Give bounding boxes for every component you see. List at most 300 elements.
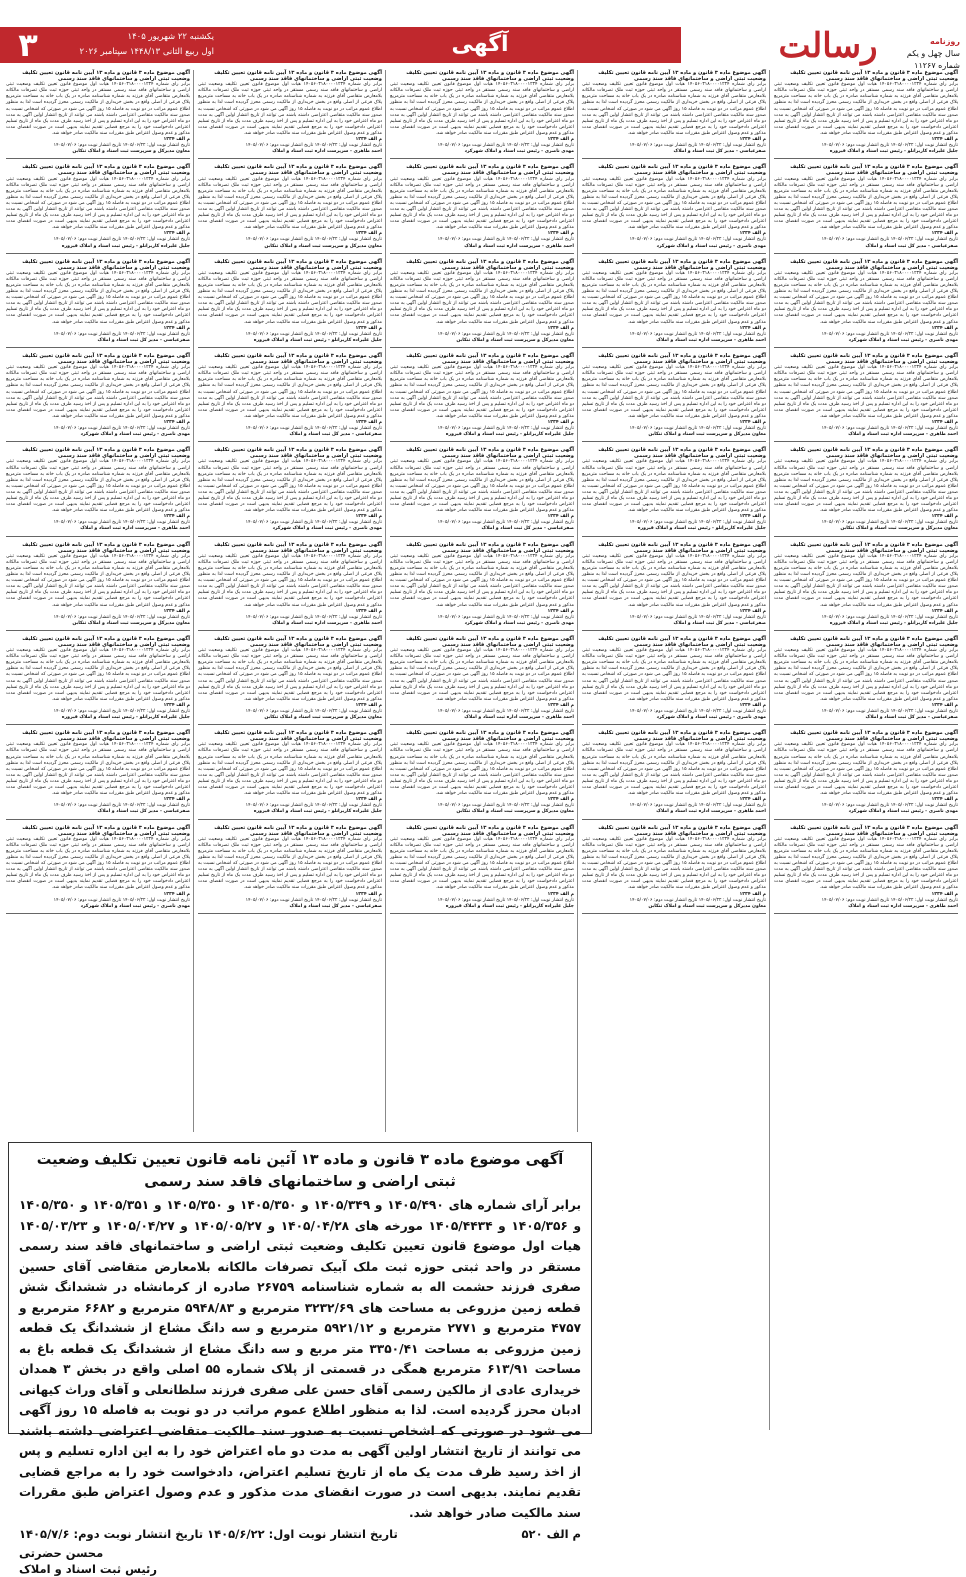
divider <box>582 913 766 914</box>
legal-notice <box>6 164 190 253</box>
divider <box>198 253 382 254</box>
notice-dates: تاریخ انتشار نوبت اول: ۱۴۰۵/۰۶/۲۲ تاریخ انتشار نوبت دوم: ۱۴۰۵/۰۷/۰۶ <box>53 520 190 526</box>
notice-title: آگهی موضوع ماده ۳ قانون و ماده ۱۳ آیین نامه قانون تعیین تکلیف وضعیت ثبتی اراضی و ساختمانهای فاقد سند رسمی <box>214 730 382 743</box>
notice-column <box>774 70 958 1430</box>
divider <box>6 441 190 442</box>
notice-ref: م الف ۱۲۳۴ <box>547 514 574 520</box>
notice-dates: تاریخ انتشار نوبت اول: ۱۴۰۵/۰۶/۲۲ تاریخ انتشار نوبت دوم: ۱۴۰۵/۰۷/۰۶ <box>629 143 766 149</box>
notice-ref: م الف ۱۲۳۴ <box>931 891 958 897</box>
notice-dates: تاریخ انتشار نوبت اول: ۱۴۰۵/۰۶/۲۲ تاریخ انتشار نوبت دوم: ۱۴۰۵/۰۷/۰۶ <box>821 803 958 809</box>
divider <box>198 347 382 348</box>
notice-title: آگهی موضوع ماده ۳ قانون و ماده ۱۳ آیین نامه قانون تعیین تکلیف وضعیت ثبتی اراضی و ساختمانهای فاقد سند رسمی <box>22 730 190 743</box>
notice-signature: صفرعباسی - مدیر کل ثبت اسناد و املاک <box>289 432 382 438</box>
legal-notice <box>390 164 574 253</box>
notice-body: برابر رای شماره ۱۴۰۵۶۰۳۱۸۰۰۰۰۱۲۳۴ هیات اول موضوع قانون تعیین تکلیف وضعیت ثبتی اراضی و ساختمانهای فاقد سند رسمی مستقر در واحد ثبتی حوزه ثبت ملک تصرفات مالکانه بلامعارض متقاضی آقای فرزند به شماره شناسنامه صادره در یک باب خانه به مساحت مترمربع پلاک فرعی از اصلی واقع در بخش خریداری از مالکیت رسمی محرز گردیده است لذا به منظور اطلاع عموم مراتب در دو نوبت به فاصله ۱۵ روز آگهی می شود در صورتی که اشخاص نسبت به صدور سند مالکیت متقاضی اعتراضی داشته باشند می توانند از تاریخ انتشار اولین آگهی به مدت دو ماه اعتراض خود را به این اداره تسلیم و پس از اخذ رسید ظرف مدت یک ماه از تاریخ تسلیم اعتراض دادخواست خود را به مرجع قضایی تقدیم نمایند بدیهی است در صورت انقضای مدت مذکور و عدم وصول اعتراض طبق مقررات سند مالکیت صادر خواهد شد. <box>6 270 191 325</box>
notice-ref: م الف ۱۲۳۴ <box>547 797 574 803</box>
legal-notice <box>198 70 382 159</box>
notice-ref: م الف ۱۲۳۴ <box>739 891 766 897</box>
notice-signature: احمد طاهری - سرپرست اداره ثبت اسناد و املاک <box>848 903 958 909</box>
notice-title: آگهی موضوع ماده ۳ قانون و ماده ۱۳ آیین نامه قانون تعیین تکلیف وضعیت ثبتی اراضی و ساختمانهای فاقد سند رسمی <box>214 824 382 837</box>
notice-dates: تاریخ انتشار نوبت اول: ۱۴۰۵/۰۶/۲۲ تاریخ انتشار نوبت دوم: ۱۴۰۵/۰۷/۰۶ <box>821 520 958 526</box>
notice-body: برابر رای شماره ۱۴۰۵۶۰۳۱۸۰۰۰۰۱۲۳۴ هیات اول موضوع قانون تعیین تکلیف وضعیت ثبتی اراضی و ساختمانهای فاقد سند رسمی مستقر در واحد ثبتی حوزه ثبت ملک تصرفات مالکانه بلامعارض متقاضی آقای فرزند به شماره شناسنامه صادره در یک باب خانه به مساحت مترمربع پلاک فرعی از اصلی واقع در بخش خریداری از مالکیت رسمی محرز گردیده است لذا به منظور اطلاع عموم مراتب در دو نوبت به فاصله ۱۵ روز آگهی می شود در صورتی که اشخاص نسبت به صدور سند مالکیت متقاضی اعتراضی داشته باشند می توانند از تاریخ انتشار اولین آگهی به مدت دو ماه اعتراض خود را به این اداره تسلیم و پس از اخذ رسید ظرف مدت یک ماه از تاریخ تسلیم اعتراض دادخواست خود را به مرجع قضایی تقدیم نمایند بدیهی است در صورت انقضای مدت مذکور و عدم وصول اعتراض طبق مقررات سند مالکیت صادر خواهد شد. <box>774 553 959 608</box>
notice-dates: تاریخ انتشار نوبت اول: ۱۴۰۵/۰۶/۲۲ تاریخ انتشار نوبت دوم: ۱۴۰۵/۰۷/۰۶ <box>245 614 382 620</box>
notice-dates: تاریخ انتشار نوبت اول: ۱۴۰۵/۰۶/۲۲ تاریخ انتشار نوبت دوم: ۱۴۰۵/۰۷/۰۶ <box>821 709 958 714</box>
notice-signature: احمد طاهری - سرپرست اداره ثبت اسناد و املاک <box>656 809 766 815</box>
notice-signature: احمد طاهری - سرپرست اداره ثبت اسناد و املاک <box>464 243 574 249</box>
notice-ref: م الف ۱۲۳۴ <box>547 325 574 331</box>
notice-ref: م الف ۱۲۳۴ <box>931 702 958 708</box>
notice-title: آگهی موضوع ماده ۳ قانون و ماده ۱۳ آیین نامه قانون تعیین تکلیف وضعیت ثبتی اراضی و ساختمانهای فاقد سند رسمی <box>214 70 382 83</box>
legal-notice <box>390 825 574 914</box>
notice-ref: م الف ۱۲۳۴ <box>355 231 382 237</box>
notice-signature: مهدی ناصری - رئیس ثبت اسناد و املاک شهرکرد <box>656 715 766 721</box>
notice-dates: تاریخ انتشار نوبت اول: ۱۴۰۵/۰۶/۲۲ تاریخ انتشار نوبت دوم: ۱۴۰۵/۰۷/۰۶ <box>629 426 766 432</box>
divider <box>198 441 382 442</box>
divider <box>198 158 382 159</box>
featured-notice-title: آگهی موضوع ماده ۳ قانون و ماده ۱۳ آئین نامه قانون تعیین تکلیف وضعیت ثبتی اراضی و ساختمانهای فاقد سند رسمی <box>36 1152 564 1190</box>
divider <box>774 441 958 442</box>
notice-body: برابر رای شماره ۱۴۰۵۶۰۳۱۸۰۰۰۰۱۲۳۴ هیات اول موضوع قانون تعیین تکلیف وضعیت ثبتی اراضی و ساختمانهای فاقد سند رسمی مستقر در واحد ثبتی حوزه ثبت ملک تصرفات مالکانه بلامعارض متقاضی آقای فرزند به شماره شناسنامه صادره در یک باب خانه به مساحت مترمربع پلاک فرعی از اصلی واقع در بخش خریداری از مالکیت رسمی محرز گردیده است لذا به منظور اطلاع عموم مراتب در دو نوبت به فاصله ۱۵ روز آگهی می شود در صورتی که اشخاص نسبت به صدور سند مالکیت متقاضی اعتراضی داشته باشند می توانند از تاریخ انتشار اولین آگهی به مدت دو ماه اعتراض خود را به این اداره تسلیم و پس از اخذ رسید ظرف مدت یک ماه از تاریخ تسلیم اعتراض دادخواست خود را به مرجع قضایی تقدیم نمایند بدیهی است در صورت انقضای مدت مذکور و عدم وصول اعتراض طبق مقررات سند مالکیت صادر خواهد شد. <box>774 365 959 419</box>
legal-notice <box>6 542 190 631</box>
notice-body: برابر رای شماره ۱۴۰۵۶۰۳۱۸۰۰۰۰۱۲۳۴ هیات اول موضوع قانون تعیین تکلیف وضعیت ثبتی اراضی و ساختمانهای فاقد سند رسمی مستقر در واحد ثبتی حوزه ثبت ملک تصرفات مالکانه بلامعارض متقاضی آقای فرزند به شماره شناسنامه صادره در یک باب خانه به مساحت مترمربع پلاک فرعی از اصلی واقع در بخش خریداری از مالکیت رسمی محرز گردیده است لذا به منظور اطلاع عموم مراتب در دو نوبت به فاصله ۱۵ روز آگهی می شود در صورتی که اشخاص نسبت به صدور سند مالکیت متقاضی اعتراضی داشته باشند می توانند از تاریخ انتشار اولین آگهی به مدت دو ماه اعتراض خود را به این اداره تسلیم و پس از اخذ رسید ظرف مدت یک ماه از تاریخ تسلیم اعتراض دادخواست خود را به مرجع قضایی تقدیم نمایند بدیهی است در صورت انقضای مدت مذکور و عدم وصول اعتراض طبق مقررات سند مالکیت صادر خواهد شد. <box>582 836 767 891</box>
notice-signature: جلیل علیزاده کاریزانلو - رئیس ثبت اسناد و املاک فیروزه <box>445 903 574 909</box>
notice-body: برابر رای شماره ۱۴۰۵۶۰۳۱۸۰۰۰۰۱۲۳۴ هیات اول موضوع قانون تعیین تکلیف وضعیت ثبتی اراضی و ساختمانهای فاقد سند رسمی مستقر در واحد ثبتی حوزه ثبت ملک تصرفات مالکانه بلامعارض متقاضی آقای فرزند به شماره شناسنامه صادره در یک باب خانه به مساحت مترمربع پلاک فرعی از اصلی واقع در بخش خریداری از مالکیت رسمی محرز گردیده است لذا به منظور اطلاع عموم مراتب در دو نوبت به فاصله ۱۵ روز آگهی می شود در صورتی که اشخاص نسبت به صدور سند مالکیت متقاضی اعتراضی داشته باشند می توانند از تاریخ انتشار اولین آگهی به مدت دو ماه اعتراض خود را به این اداره تسلیم و پس از اخذ رسید ظرف مدت یک ماه از تاریخ تسلیم اعتراض دادخواست خود را به مرجع قضایی تقدیم نمایند بدیهی است در صورت انقضای مدت مذکور و عدم وصول اعتراض طبق مقررات سند مالکیت صادر خواهد شد. <box>582 459 767 514</box>
notice-ref: م الف ۱۲۳۴ <box>355 325 382 331</box>
notice-ref: م الف ۱۲۳۴ <box>547 419 574 425</box>
notice-signature: معاون مدیرکل و سرپرست ثبت اسناد و املاک تنکابن <box>648 432 766 438</box>
legal-notice <box>198 353 382 442</box>
divider <box>774 913 958 914</box>
notice-ref: م الف ۱۲۳۴ <box>739 797 766 803</box>
notice-body: برابر رای شماره ۱۴۰۵۶۰۳۱۸۰۰۰۰۱۲۳۴ هیات اول موضوع قانون تعیین تکلیف وضعیت ثبتی اراضی و ساختمانهای فاقد سند رسمی مستقر در واحد ثبتی حوزه ثبت ملک تصرفات مالکانه بلامعارض متقاضی آقای فرزند به شماره شناسنامه صادره در یک باب خانه به مساحت مترمربع پلاک فرعی از اصلی واقع در بخش خریداری از مالکیت رسمی محرز گردیده است لذا به منظور اطلاع عموم مراتب در دو نوبت به فاصله ۱۵ روز آگهی می شود در صورتی که اشخاص نسبت به صدور سند مالکیت متقاضی اعتراضی داشته باشند می توانند از تاریخ انتشار اولین آگهی به مدت دو ماه اعتراض خود را به این اداره تسلیم و پس از اخذ رسید ظرف مدت یک ماه از تاریخ تسلیم اعتراض دادخواست خود را به مرجع قضایی تقدیم نمایند بدیهی است در صورت انقضای مدت مذکور و عدم وصول اعتراض طبق مقررات سند مالکیت صادر خواهد شد. <box>774 82 959 136</box>
notice-ref: م الف ۱۲۳۴ <box>355 608 382 614</box>
notice-ref: م الف ۱۲۳۴ <box>931 797 958 803</box>
divider <box>774 536 958 537</box>
page-number: ۳ <box>18 26 38 64</box>
notice-title: آگهی موضوع ماده ۳ قانون و ماده ۱۳ آیین نامه قانون تعیین تکلیف وضعیت ثبتی اراضی و ساختمانهای فاقد سند رسمی <box>214 541 382 554</box>
notice-title: آگهی موضوع ماده ۳ قانون و ماده ۱۳ آیین نامه قانون تعیین تکلیف وضعیت ثبتی اراضی و ساختمانهای فاقد سند رسمی <box>598 164 766 177</box>
notice-title: آگهی موضوع ماده ۳ قانون و ماده ۱۳ آیین نامه قانون تعیین تکلیف وضعیت ثبتی اراضی و ساختمانهای فاقد سند رسمی <box>214 164 382 177</box>
notice-title: آگهی موضوع ماده ۳ قانون و ماده ۱۳ آیین نامه قانون تعیین تکلیف وضعیت ثبتی اراضی و ساختمانهای فاقد سند رسمی <box>598 352 766 366</box>
notice-signature: معاون مدیرکل و سرپرست ثبت اسناد و املاک تنکابن <box>72 620 190 626</box>
legal-notice <box>774 447 958 536</box>
legal-notice <box>774 259 958 348</box>
notice-body: برابر رای شماره ۱۴۰۵۶۰۳۱۸۰۰۰۰۱۲۳۴ هیات اول موضوع قانون تعیین تکلیف وضعیت ثبتی اراضی و ساختمانهای فاقد سند رسمی مستقر در واحد ثبتی حوزه ثبت ملک تصرفات مالکانه بلامعارض متقاضی آقای فرزند به شماره شناسنامه صادره در یک باب خانه به مساحت مترمربع پلاک فرعی از اصلی واقع در بخش خریداری از مالکیت رسمی محرز گردیده است لذا به منظور اطلاع عموم مراتب در دو نوبت به فاصله ۱۵ روز آگهی می شود در صورتی که اشخاص نسبت به صدور سند مالکیت متقاضی اعتراضی داشته باشند می توانند از تاریخ انتشار اولین آگهی به مدت دو ماه اعتراض خود را به این اداره تسلیم و پس از اخذ رسید ظرف مدت یک ماه از تاریخ تسلیم اعتراض دادخواست خود را به مرجع قضایی تقدیم نمایند بدیهی است در صورت انقضای مدت مذکور و عدم وصول اعتراض طبق مقررات سند مالکیت صادر خواهد شد. <box>198 270 383 325</box>
notice-ref: م الف ۱۲۳۴ <box>739 419 766 425</box>
notice-ref: م الف ۱۲۳۴ <box>739 514 766 520</box>
notice-dates: تاریخ انتشار نوبت اول: ۱۴۰۵/۰۶/۲۲ تاریخ انتشار نوبت دوم: ۱۴۰۵/۰۷/۰۶ <box>821 331 958 337</box>
divider <box>582 724 766 725</box>
legal-notice <box>6 259 190 348</box>
legal-notice <box>6 447 190 536</box>
notice-signature: جلیل علیزاده کاریزانلو - رئیس ثبت اسناد و املاک فیروزه <box>829 149 958 155</box>
notice-column <box>390 70 574 1132</box>
notice-signature: مهدی ناصری - رئیس ثبت اسناد و املاک شهرکرد <box>80 903 190 909</box>
issue-meta <box>896 36 960 72</box>
newspaper-logo: رسالت <box>778 26 878 66</box>
featured-notice-footer <box>19 1527 581 1541</box>
notice-dates: تاریخ انتشار نوبت اول: ۱۴۰۵/۰۶/۲۲ تاریخ انتشار نوبت دوم: ۱۴۰۵/۰۷/۰۶ <box>629 614 766 620</box>
notice-ref: م الف ۱۲۳۴ <box>547 137 574 143</box>
notice-body: برابر رای شماره ۱۴۰۵۶۰۳۱۸۰۰۰۰۱۲۳۴ هیات اول موضوع قانون تعیین تکلیف وضعیت ثبتی اراضی و ساختمانهای فاقد سند رسمی مستقر در واحد ثبتی حوزه ثبت ملک تصرفات مالکانه بلامعارض متقاضی آقای فرزند به شماره شناسنامه صادره در یک باب خانه به مساحت مترمربع پلاک فرعی از اصلی واقع در بخش خریداری از مالکیت رسمی محرز گردیده است لذا به منظور اطلاع عموم مراتب در دو نوبت به فاصله ۱۵ روز آگهی می شود در صورتی که اشخاص نسبت به صدور سند مالکیت متقاضی اعتراضی داشته باشند می توانند از تاریخ انتشار اولین آگهی به مدت دو ماه اعتراض خود را به این اداره تسلیم و پس از اخذ رسید ظرف مدت یک ماه از تاریخ تسلیم اعتراض دادخواست خود را به مرجع قضایی تقدیم نمایند بدیهی است در صورت انقضای مدت مذکور و عدم وصول اعتراض طبق مقررات سند مالکیت صادر خواهد شد. <box>774 648 959 702</box>
featured-notice-body: برابر آرای شماره های ۱۴۰۵/۴۹۰ و ۱۴۰۵/۳۴۹ و ۱۴۰۵/۳۵۰ و ۱۴۰۵/۳۵۰ و ۱۴۰۵/۳۵۱ و ۱۴۰۵/۳۵۰ و ۱۴۰۵/۳۵۶ و ۱۴۰۵/۴۴۳۴ مورخه های ۱۴۰۵/۰۴/۲۸ و ۱۴۰۵/۰۵/۲۷ و ۱۴۰۵/۰۴/۲۷ و ۱۴۰۵/۰۳/۲۳ هیات اول موضوع قانون تعیین تکلیف وضعیت ثبتی اراضی و ساختمانهای فاقد سند رسمی مستقر در واحد ثبتی حوزه ثبت ملک آبیک تصرفات مالکانه بلامعارض متقاضی آقای حسین صفری فرزند حشمت اله به شماره شناسنامه ۲۶۷۵۹ صادره از کرمانشاه در ششدانگ شش قطعه زمین مزروعی به مساحت های ۳۲۳۲/۶۹ مترمربع و ۵۹۴۸/۸۳ مترمربع و ۶۶۸۲ مترمربع و ۴۷۵۷ مترمربع و ۲۷۷۱ مترمربع و ۵۹۲۱/۱۲ مترمربع و سه دانگ مشاع از ششدانگ یک قطعه زمین مزروعی به مساحت ۳۳۵۰/۴۱ متر مربع و سه دانگ مشاع از ششدانگ یک قطعه باغ به مساحت ۶۱۳/۹۱ مترمربع همگی در قسمتی از پلاک شماره ۵۵ اصلی واقع در بخش ۳ همدان خریداری عادی از مالکین رسمی آقای حسن علی صفری فرزند سلطانعلی و آقای وراث کیهانی ادبان محرز گردیده است. لذا به منظور اطلاع عموم مراتب در دو نوبت به فاصله ۱۵ روز آگهی می شود در صورتی که اشخاص نسبت به صدور سند مالکیت متقاضی اعتراضی داشته باشند می توانند از تاریخ انتشار اولین آگهی به مدت دو ماه اعتراض خود را به این اداره تسلیم و پس از اخذ رسید ظرف مدت یک ماه از تاریخ تسلیم اعتراض، دادخواست خود را به مراجع قضایی تقدیم نمایند. بدیهی است در صورت انقضای مدت مذکور و عدم وصول اعتراض طبق مقررات سند مالکیت صادر خواهد شد. <box>19 1198 582 1520</box>
notice-ref: م الف ۱۲۳۴ <box>931 419 958 425</box>
notice-body: برابر رای شماره ۱۴۰۵۶۰۳۱۸۰۰۰۰۱۲۳۴ هیات اول موضوع قانون تعیین تکلیف وضعیت ثبتی اراضی و ساختمانهای فاقد سند رسمی مستقر در واحد ثبتی حوزه ثبت ملک تصرفات مالکانه بلامعارض متقاضی آقای فرزند به شماره شناسنامه صادره در یک باب خانه به مساحت مترمربع پلاک فرعی از اصلی واقع در بخش خریداری از مالکیت رسمی محرز گردیده است لذا به منظور اطلاع عموم مراتب در دو نوبت به فاصله ۱۵ روز آگهی می شود در صورتی که اشخاص نسبت به صدور سند مالکیت متقاضی اعتراضی داشته باشند می توانند از تاریخ انتشار اولین آگهی به مدت دو ماه اعتراض خود را به این اداره تسلیم و پس از اخذ رسید ظرف مدت یک ماه از تاریخ تسلیم اعتراض دادخواست خود را به مرجع قضایی تقدیم نمایند بدیهی است در صورت انقضای مدت مذکور و عدم وصول اعتراض طبق مقررات سند مالکیت صادر خواهد شد. <box>390 742 575 797</box>
notice-ref: م الف ۱۲۳۴ <box>547 231 574 237</box>
notice-signature: احمد طاهری - سرپرست اداره ثبت اسناد و املاک <box>848 432 958 438</box>
notice-title: آگهی موضوع ماده ۳ قانون و ماده ۱۳ آیین نامه قانون تعیین تکلیف وضعیت ثبتی اراضی و ساختمانهای فاقد سند رسمی <box>406 635 574 648</box>
notice-body: برابر رای شماره ۱۴۰۵۶۰۳۱۸۰۰۰۰۱۲۳۴ هیات اول موضوع قانون تعیین تکلیف وضعیت ثبتی اراضی و ساختمانهای فاقد سند رسمی مستقر در واحد ثبتی حوزه ثبت ملک تصرفات مالکانه بلامعارض متقاضی آقای فرزند به شماره شناسنامه صادره در یک باب خانه به مساحت مترمربع پلاک فرعی از اصلی واقع در بخش خریداری از مالکیت رسمی محرز گردیده است لذا به منظور اطلاع عموم مراتب در دو نوبت به فاصله ۱۵ روز آگهی می شود در صورتی که اشخاص نسبت به صدور سند مالکیت متقاضی اعتراضی داشته باشند می توانند از تاریخ انتشار اولین آگهی به مدت دو ماه اعتراض خود را به این اداره تسلیم و پس از اخذ رسید ظرف مدت یک ماه از تاریخ تسلیم اعتراض دادخواست خود را به مرجع قضایی تقدیم نمایند بدیهی است در صورت انقضای مدت مذکور و عدم وصول اعتراض طبق مقررات سند مالکیت صادر خواهد شد. <box>390 176 575 231</box>
divider <box>582 536 766 537</box>
notice-dates: تاریخ انتشار نوبت اول: ۱۴۰۵/۰۶/۲۲ تاریخ انتشار نوبت دوم: ۱۴۰۵/۰۷/۰۶ <box>821 237 958 243</box>
notice-body: برابر رای شماره ۱۴۰۵۶۰۳۱۸۰۰۰۰۱۲۳۴ هیات اول موضوع قانون تعیین تکلیف وضعیت ثبتی اراضی و ساختمانهای فاقد سند رسمی مستقر در واحد ثبتی حوزه ثبت ملک تصرفات مالکانه بلامعارض متقاضی آقای فرزند به شماره شناسنامه صادره در یک باب خانه به مساحت مترمربع پلاک فرعی از اصلی واقع در بخش خریداری از مالکیت رسمی محرز گردیده است لذا به منظور اطلاع عموم مراتب در دو نوبت به فاصله ۱۵ روز آگهی می شود در صورتی که اشخاص نسبت به صدور سند مالکیت متقاضی اعتراضی داشته باشند می توانند از تاریخ انتشار اولین آگهی به مدت دو ماه اعتراض خود را به این اداره تسلیم و پس از اخذ رسید ظرف مدت یک ماه از تاریخ تسلیم اعتراض دادخواست خود را به مرجع قضایی تقدیم نمایند بدیهی است در صورت انقضای مدت مذکور و عدم وصول اعتراض طبق مقررات سند مالکیت صادر خواهد شد. <box>774 836 959 891</box>
legal-notice <box>6 353 190 442</box>
year-label: سال چهل و یکم <box>906 49 960 58</box>
notice-ref: م الف ۱۲۳۴ <box>931 325 958 331</box>
divider <box>6 253 190 254</box>
notice-body: برابر رای شماره ۱۴۰۵۶۰۳۱۸۰۰۰۰۱۲۳۴ هیات اول موضوع قانون تعیین تکلیف وضعیت ثبتی اراضی و ساختمانهای فاقد سند رسمی مستقر در واحد ثبتی حوزه ثبت ملک تصرفات مالکانه بلامعارض متقاضی آقای فرزند به شماره شناسنامه صادره در یک باب خانه به مساحت مترمربع پلاک فرعی از اصلی واقع در بخش خریداری از مالکیت رسمی محرز گردیده است لذا به منظور اطلاع عموم مراتب در دو نوبت به فاصله ۱۵ روز آگهی می شود در صورتی که اشخاص نسبت به صدور سند مالکیت متقاضی اعتراضی داشته باشند می توانند از تاریخ انتشار اولین آگهی به مدت دو ماه اعتراض خود را به این اداره تسلیم و پس از اخذ رسید ظرف مدت یک ماه از تاریخ تسلیم اعتراض دادخواست خود را به مرجع قضایی تقدیم نمایند بدیهی است در صورت انقضای مدت مذکور و عدم وصول اعتراض طبق مقررات سند مالکیت صادر خواهد شد. <box>390 365 575 419</box>
notice-signature: صفرعباسی - مدیر کل ثبت اسناد و املاک <box>97 809 190 815</box>
notice-body: برابر رای شماره ۱۴۰۵۶۰۳۱۸۰۰۰۰۱۲۳۴ هیات اول موضوع قانون تعیین تکلیف وضعیت ثبتی اراضی و ساختمانهای فاقد سند رسمی مستقر در واحد ثبتی حوزه ثبت ملک تصرفات مالکانه بلامعارض متقاضی آقای فرزند به شماره شناسنامه صادره در یک باب خانه به مساحت مترمربع پلاک فرعی از اصلی واقع در بخش خریداری از مالکیت رسمی محرز گردیده است لذا به منظور اطلاع عموم مراتب در دو نوبت به فاصله ۱۵ روز آگهی می شود در صورتی که اشخاص نسبت به صدور سند مالکیت متقاضی اعتراضی داشته باشند می توانند از تاریخ انتشار اولین آگهی به مدت دو ماه اعتراض خود را به این اداره تسلیم و پس از اخذ رسید ظرف مدت یک ماه از تاریخ تسلیم اعتراض دادخواست خود را به مرجع قضایی تقدیم نمایند بدیهی است در صورت انقضای مدت مذکور و عدم وصول اعتراض طبق مقررات سند مالکیت صادر خواهد شد. <box>6 648 191 702</box>
notice-title: آگهی موضوع ماده ۳ قانون و ماده ۱۳ آیین نامه قانون تعیین تکلیف وضعیت ثبتی اراضی و ساختمانهای فاقد سند رسمی <box>406 447 574 460</box>
notice-signature: جلیل علیزاده کاریزانلو - رئیس ثبت اسناد و املاک فیروزه <box>829 620 958 626</box>
legal-notice <box>774 353 958 442</box>
divider <box>6 347 190 348</box>
notice-dates: تاریخ انتشار نوبت اول: ۱۴۰۵/۰۶/۲۲ تاریخ انتشار نوبت دوم: ۱۴۰۵/۰۷/۰۶ <box>629 520 766 526</box>
legal-notice <box>390 730 574 819</box>
notice-dates: تاریخ انتشار نوبت اول: ۱۴۰۵/۰۶/۲۲ تاریخ انتشار نوبت دوم: ۱۴۰۵/۰۷/۰۶ <box>53 143 190 149</box>
notice-signature: مهدی ناصری - رئیس ثبت اسناد و املاک شهرکرد <box>656 243 766 249</box>
divider <box>6 724 190 725</box>
notice-title: آگهی موضوع ماده ۳ قانون و ماده ۱۳ آیین نامه قانون تعیین تکلیف وضعیت ثبتی اراضی و ساختمانهای فاقد سند رسمی <box>598 824 766 837</box>
legal-notice <box>390 353 574 442</box>
divider <box>198 819 382 820</box>
featured-notice-ref: م الف ۵۲۰ <box>521 1527 581 1541</box>
legal-notice <box>198 259 382 348</box>
legal-notice <box>198 825 382 914</box>
notice-ref: م الف ۱۲۳۴ <box>739 137 766 143</box>
notice-title: آگهی موضوع ماده ۳ قانون و ماده ۱۳ آیین نامه قانون تعیین تکلیف وضعیت ثبتی اراضی و ساختمانهای فاقد سند رسمی <box>598 447 766 460</box>
column-divider <box>577 70 578 1132</box>
notice-body: برابر رای شماره ۱۴۰۵۶۰۳۱۸۰۰۰۰۱۲۳۴ هیات اول موضوع قانون تعیین تکلیف وضعیت ثبتی اراضی و ساختمانهای فاقد سند رسمی مستقر در واحد ثبتی حوزه ثبت ملک تصرفات مالکانه بلامعارض متقاضی آقای فرزند به شماره شناسنامه صادره در یک باب خانه به مساحت مترمربع پلاک فرعی از اصلی واقع در بخش خریداری از مالکیت رسمی محرز گردیده است لذا به منظور اطلاع عموم مراتب در دو نوبت به فاصله ۱۵ روز آگهی می شود در صورتی که اشخاص نسبت به صدور سند مالکیت متقاضی اعتراضی داشته باشند می توانند از تاریخ انتشار اولین آگهی به مدت دو ماه اعتراض خود را به این اداره تسلیم و پس از اخذ رسید ظرف مدت یک ماه از تاریخ تسلیم اعتراض دادخواست خود را به مرجع قضایی تقدیم نمایند بدیهی است در صورت انقضای مدت مذکور و عدم وصول اعتراض طبق مقررات سند مالکیت صادر خواهد شد. <box>582 82 767 136</box>
notice-title: آگهی موضوع ماده ۳ قانون و ماده ۱۳ آیین نامه قانون تعیین تکلیف وضعیت ثبتی اراضی و ساختمانهای فاقد سند رسمی <box>214 258 382 271</box>
legal-notice <box>390 636 574 725</box>
notice-ref: م الف ۱۲۳۴ <box>931 514 958 520</box>
column-divider <box>193 70 194 1132</box>
notice-body: برابر رای شماره ۱۴۰۵۶۰۳۱۸۰۰۰۰۱۲۳۴ هیات اول موضوع قانون تعیین تکلیف وضعیت ثبتی اراضی و ساختمانهای فاقد سند رسمی مستقر در واحد ثبتی حوزه ثبت ملک تصرفات مالکانه بلامعارض متقاضی آقای فرزند به شماره شناسنامه صادره در یک باب خانه به مساحت مترمربع پلاک فرعی از اصلی واقع در بخش خریداری از مالکیت رسمی محرز گردیده است لذا به منظور اطلاع عموم مراتب در دو نوبت به فاصله ۱۵ روز آگهی می شود در صورتی که اشخاص نسبت به صدور سند مالکیت متقاضی اعتراضی داشته باشند می توانند از تاریخ انتشار اولین آگهی به مدت دو ماه اعتراض خود را به این اداره تسلیم و پس از اخذ رسید ظرف مدت یک ماه از تاریخ تسلیم اعتراض دادخواست خود را به مرجع قضایی تقدیم نمایند بدیهی است در صورت انقضای مدت مذکور و عدم وصول اعتراض طبق مقررات سند مالکیت صادر خواهد شد. <box>198 836 383 891</box>
notice-dates: تاریخ انتشار نوبت اول: ۱۴۰۵/۰۶/۲۲ تاریخ انتشار نوبت دوم: ۱۴۰۵/۰۷/۰۶ <box>245 803 382 809</box>
column-divider <box>385 70 386 1132</box>
date-line-persian: یکشنبه ۲۲ شهریور ۱۴۰۵ <box>127 32 214 42</box>
legal-notice <box>582 730 766 819</box>
notice-body: برابر رای شماره ۱۴۰۵۶۰۳۱۸۰۰۰۰۱۲۳۴ هیات اول موضوع قانون تعیین تکلیف وضعیت ثبتی اراضی و ساختمانهای فاقد سند رسمی مستقر در واحد ثبتی حوزه ثبت ملک تصرفات مالکانه بلامعارض متقاضی آقای فرزند به شماره شناسنامه صادره در یک باب خانه به مساحت مترمربع پلاک فرعی از اصلی واقع در بخش خریداری از مالکیت رسمی محرز گردیده است لذا به منظور اطلاع عموم مراتب در دو نوبت به فاصله ۱۵ روز آگهی می شود در صورتی که اشخاص نسبت به صدور سند مالکیت متقاضی اعتراضی داشته باشند می توانند از تاریخ انتشار اولین آگهی به مدت دو ماه اعتراض خود را به این اداره تسلیم و پس از اخذ رسید ظرف مدت یک ماه از تاریخ تسلیم اعتراض دادخواست خود را به مرجع قضایی تقدیم نمایند بدیهی است در صورت انقضای مدت مذکور و عدم وصول اعتراض طبق مقررات سند مالکیت صادر خواهد شد. <box>774 270 959 325</box>
notice-signature: جلیل علیزاده کاریزانلو - رئیس ثبت اسناد و املاک فیروزه <box>253 809 382 815</box>
featured-notice-signature <box>19 1545 581 1577</box>
legal-notice <box>774 636 958 725</box>
notice-title: آگهی موضوع ماده ۳ قانون و ماده ۱۳ آیین نامه قانون تعیین تکلیف وضعیت ثبتی اراضی و ساختمانهای فاقد سند رسمی <box>406 164 574 177</box>
notice-body: برابر رای شماره ۱۴۰۵۶۰۳۱۸۰۰۰۰۱۲۳۴ هیات اول موضوع قانون تعیین تکلیف وضعیت ثبتی اراضی و ساختمانهای فاقد سند رسمی مستقر در واحد ثبتی حوزه ثبت ملک تصرفات مالکانه بلامعارض متقاضی آقای فرزند به شماره شناسنامه صادره در یک باب خانه به مساحت مترمربع پلاک فرعی از اصلی واقع در بخش خریداری از مالکیت رسمی محرز گردیده است لذا به منظور اطلاع عموم مراتب در دو نوبت به فاصله ۱۵ روز آگهی می شود در صورتی که اشخاص نسبت به صدور سند مالکیت متقاضی اعتراضی داشته باشند می توانند از تاریخ انتشار اولین آگهی به مدت دو ماه اعتراض خود را به این اداره تسلیم و پس از اخذ رسید ظرف مدت یک ماه از تاریخ تسلیم اعتراض دادخواست خود را به مرجع قضایی تقدیم نمایند بدیهی است در صورت انقضای مدت مذکور و عدم وصول اعتراض طبق مقررات سند مالکیت صادر خواهد شد. <box>198 553 383 608</box>
notice-ref: م الف ۱۲۳۴ <box>163 514 190 520</box>
divider <box>198 536 382 537</box>
legal-notice <box>198 447 382 536</box>
legal-notice <box>390 259 574 348</box>
notice-ref: م الف ۱۲۳۴ <box>547 891 574 897</box>
notice-body: برابر رای شماره ۱۴۰۵۶۰۳۱۸۰۰۰۰۱۲۳۴ هیات اول موضوع قانون تعیین تکلیف وضعیت ثبتی اراضی و ساختمانهای فاقد سند رسمی مستقر در واحد ثبتی حوزه ثبت ملک تصرفات مالکانه بلامعارض متقاضی آقای فرزند به شماره شناسنامه صادره در یک باب خانه به مساحت مترمربع پلاک فرعی از اصلی واقع در بخش خریداری از مالکیت رسمی محرز گردیده است لذا به منظور اطلاع عموم مراتب در دو نوبت به فاصله ۱۵ روز آگهی می شود در صورتی که اشخاص نسبت به صدور سند مالکیت متقاضی اعتراضی داشته باشند می توانند از تاریخ انتشار اولین آگهی به مدت دو ماه اعتراض خود را به این اداره تسلیم و پس از اخذ رسید ظرف مدت یک ماه از تاریخ تسلیم اعتراض دادخواست خود را به مرجع قضایی تقدیم نمایند بدیهی است در صورت انقضای مدت مذکور و عدم وصول اعتراض طبق مقررات سند مالکیت صادر خواهد شد. <box>582 648 767 702</box>
notice-ref: م الف ۱۲۳۴ <box>739 325 766 331</box>
legal-notice <box>582 353 766 442</box>
notice-signature: جلیل علیزاده کاریزانلو - رئیس ثبت اسناد و املاک فیروزه <box>61 243 190 249</box>
notice-ref: م الف ۱۲۳۴ <box>931 608 958 614</box>
legal-notice <box>582 259 766 348</box>
divider <box>198 913 382 914</box>
notice-title: آگهی موضوع ماده ۳ قانون و ماده ۱۳ آیین نامه قانون تعیین تکلیف وضعیت ثبتی اراضی و ساختمانهای فاقد سند رسمی <box>790 730 958 743</box>
notice-title: آگهی موضوع ماده ۳ قانون و ماده ۱۳ آیین نامه قانون تعیین تکلیف وضعیت ثبتی اراضی و ساختمانهای فاقد سند رسمی <box>22 164 190 177</box>
notice-body: برابر رای شماره ۱۴۰۵۶۰۳۱۸۰۰۰۰۱۲۳۴ هیات اول موضوع قانون تعیین تکلیف وضعیت ثبتی اراضی و ساختمانهای فاقد سند رسمی مستقر در واحد ثبتی حوزه ثبت ملک تصرفات مالکانه بلامعارض متقاضی آقای فرزند به شماره شناسنامه صادره در یک باب خانه به مساحت مترمربع پلاک فرعی از اصلی واقع در بخش خریداری از مالکیت رسمی محرز گردیده است لذا به منظور اطلاع عموم مراتب در دو نوبت به فاصله ۱۵ روز آگهی می شود در صورتی که اشخاص نسبت به صدور سند مالکیت متقاضی اعتراضی داشته باشند می توانند از تاریخ انتشار اولین آگهی به مدت دو ماه اعتراض خود را به این اداره تسلیم و پس از اخذ رسید ظرف مدت یک ماه از تاریخ تسلیم اعتراض دادخواست خود را به مرجع قضایی تقدیم نمایند بدیهی است در صورت انقضای مدت مذکور و عدم وصول اعتراض طبق مقررات سند مالکیت صادر خواهد شد. <box>774 459 959 514</box>
notice-dates: تاریخ انتشار نوبت اول: ۱۴۰۵/۰۶/۲۲ تاریخ انتشار نوبت دوم: ۱۴۰۵/۰۷/۰۶ <box>629 331 766 337</box>
notice-title: آگهی موضوع ماده ۳ قانون و ماده ۱۳ آیین نامه قانون تعیین تکلیف وضعیت ثبتی اراضی و ساختمانهای فاقد سند رسمی <box>598 635 766 648</box>
notice-dates: تاریخ انتشار نوبت اول: ۱۴۰۵/۰۶/۲۲ تاریخ انتشار نوبت دوم: ۱۴۰۵/۰۷/۰۶ <box>245 237 382 243</box>
notice-ref: م الف ۱۲۳۴ <box>355 137 382 143</box>
notice-dates: تاریخ انتشار نوبت اول: ۱۴۰۵/۰۶/۲۲ تاریخ انتشار نوبت دوم: ۱۴۰۵/۰۷/۰۶ <box>629 237 766 243</box>
notice-body: برابر رای شماره ۱۴۰۵۶۰۳۱۸۰۰۰۰۱۲۳۴ هیات اول موضوع قانون تعیین تکلیف وضعیت ثبتی اراضی و ساختمانهای فاقد سند رسمی مستقر در واحد ثبتی حوزه ثبت ملک تصرفات مالکانه بلامعارض متقاضی آقای فرزند به شماره شناسنامه صادره در یک باب خانه به مساحت مترمربع پلاک فرعی از اصلی واقع در بخش خریداری از مالکیت رسمی محرز گردیده است لذا به منظور اطلاع عموم مراتب در دو نوبت به فاصله ۱۵ روز آگهی می شود در صورتی که اشخاص نسبت به صدور سند مالکیت متقاضی اعتراضی داشته باشند می توانند از تاریخ انتشار اولین آگهی به مدت دو ماه اعتراض خود را به این اداره تسلیم و پس از اخذ رسید ظرف مدت یک ماه از تاریخ تسلیم اعتراض دادخواست خود را به مرجع قضایی تقدیم نمایند بدیهی است در صورت انقضای مدت مذکور و عدم وصول اعتراض طبق مقررات سند مالکیت صادر خواهد شد. <box>582 553 767 608</box>
legal-notice <box>198 730 382 819</box>
notice-dates: تاریخ انتشار نوبت اول: ۱۴۰۵/۰۶/۲۲ تاریخ انتشار نوبت دوم: ۱۴۰۵/۰۷/۰۶ <box>245 331 382 337</box>
notice-body: برابر رای شماره ۱۴۰۵۶۰۳۱۸۰۰۰۰۱۲۳۴ هیات اول موضوع قانون تعیین تکلیف وضعیت ثبتی اراضی و ساختمانهای فاقد سند رسمی مستقر در واحد ثبتی حوزه ثبت ملک تصرفات مالکانه بلامعارض متقاضی آقای فرزند به شماره شناسنامه صادره در یک باب خانه به مساحت مترمربع پلاک فرعی از اصلی واقع در بخش خریداری از مالکیت رسمی محرز گردیده است لذا به منظور اطلاع عموم مراتب در دو نوبت به فاصله ۱۵ روز آگهی می شود در صورتی که اشخاص نسبت به صدور سند مالکیت متقاضی اعتراضی داشته باشند می توانند از تاریخ انتشار اولین آگهی به مدت دو ماه اعتراض خود را به این اداره تسلیم و پس از اخذ رسید ظرف مدت یک ماه از تاریخ تسلیم اعتراض دادخواست خود را به مرجع قضایی تقدیم نمایند بدیهی است در صورت انقضای مدت مذکور و عدم وصول اعتراض طبق مقررات سند مالکیت صادر خواهد شد. <box>198 459 383 514</box>
notice-dates: تاریخ انتشار نوبت اول: ۱۴۰۵/۰۶/۲۲ تاریخ انتشار نوبت دوم: ۱۴۰۵/۰۷/۰۶ <box>437 520 574 526</box>
notice-signature: مهدی ناصری - رئیس ثبت اسناد و املاک شهرکرد <box>272 526 382 532</box>
notice-title: آگهی موضوع ماده ۳ قانون و ماده ۱۳ آیین نامه قانون تعیین تکلیف وضعیت ثبتی اراضی و ساختمانهای فاقد سند رسمی <box>790 70 958 83</box>
notice-dates: تاریخ انتشار نوبت اول: ۱۴۰۵/۰۶/۲۲ تاریخ انتشار نوبت دوم: ۱۴۰۵/۰۷/۰۶ <box>245 520 382 526</box>
legal-notice <box>390 447 574 536</box>
divider <box>390 724 574 725</box>
notice-title: آگهی موضوع ماده ۳ قانون و ماده ۱۳ آیین نامه قانون تعیین تکلیف وضعیت ثبتی اراضی و ساختمانهای فاقد سند رسمی <box>22 824 190 837</box>
notice-title: آگهی موضوع ماده ۳ قانون و ماده ۱۳ آیین نامه قانون تعیین تکلیف وضعیت ثبتی اراضی و ساختمانهای فاقد سند رسمی <box>790 824 958 837</box>
notice-title: آگهی موضوع ماده ۳ قانون و ماده ۱۳ آیین نامه قانون تعیین تکلیف وضعیت ثبتی اراضی و ساختمانهای فاقد سند رسمی <box>22 352 190 366</box>
notice-dates: تاریخ انتشار نوبت اول: ۱۴۰۵/۰۶/۲۲ تاریخ انتشار نوبت دوم: ۱۴۰۵/۰۷/۰۶ <box>437 426 574 432</box>
notice-title: آگهی موضوع ماده ۳ قانون و ماده ۱۳ آیین نامه قانون تعیین تکلیف وضعیت ثبتی اراضی و ساختمانهای فاقد سند رسمی <box>406 70 574 83</box>
notice-body: برابر رای شماره ۱۴۰۵۶۰۳۱۸۰۰۰۰۱۲۳۴ هیات اول موضوع قانون تعیین تکلیف وضعیت ثبتی اراضی و ساختمانهای فاقد سند رسمی مستقر در واحد ثبتی حوزه ثبت ملک تصرفات مالکانه بلامعارض متقاضی آقای فرزند به شماره شناسنامه صادره در یک باب خانه به مساحت مترمربع پلاک فرعی از اصلی واقع در بخش خریداری از مالکیت رسمی محرز گردیده است لذا به منظور اطلاع عموم مراتب در دو نوبت به فاصله ۱۵ روز آگهی می شود در صورتی که اشخاص نسبت به صدور سند مالکیت متقاضی اعتراضی داشته باشند می توانند از تاریخ انتشار اولین آگهی به مدت دو ماه اعتراض خود را به این اداره تسلیم و پس از اخذ رسید ظرف مدت یک ماه از تاریخ تسلیم اعتراض دادخواست خود را به مرجع قضایی تقدیم نمایند بدیهی است در صورت انقضای مدت مذکور و عدم وصول اعتراض طبق مقررات سند مالکیت صادر خواهد شد. <box>6 742 191 797</box>
divider <box>582 158 766 159</box>
notice-dates: تاریخ انتشار نوبت اول: ۱۴۰۵/۰۶/۲۲ تاریخ انتشار نوبت دوم: ۱۴۰۵/۰۷/۰۶ <box>821 143 958 149</box>
masthead <box>0 0 966 70</box>
notice-body: برابر رای شماره ۱۴۰۵۶۰۳۱۸۰۰۰۰۱۲۳۴ هیات اول موضوع قانون تعیین تکلیف وضعیت ثبتی اراضی و ساختمانهای فاقد سند رسمی مستقر در واحد ثبتی حوزه ثبت ملک تصرفات مالکانه بلامعارض متقاضی آقای فرزند به شماره شناسنامه صادره در یک باب خانه به مساحت مترمربع پلاک فرعی از اصلی واقع در بخش خریداری از مالکیت رسمی محرز گردیده است لذا به منظور اطلاع عموم مراتب در دو نوبت به فاصله ۱۵ روز آگهی می شود در صورتی که اشخاص نسبت به صدور سند مالکیت متقاضی اعتراضی داشته باشند می توانند از تاریخ انتشار اولین آگهی به مدت دو ماه اعتراض خود را به این اداره تسلیم و پس از اخذ رسید ظرف مدت یک ماه از تاریخ تسلیم اعتراض دادخواست خود را به مرجع قضایی تقدیم نمایند بدیهی است در صورت انقضای مدت مذکور و عدم وصول اعتراض طبق مقررات سند مالکیت صادر خواهد شد. <box>390 553 575 608</box>
notice-body: برابر رای شماره ۱۴۰۵۶۰۳۱۸۰۰۰۰۱۲۳۴ هیات اول موضوع قانون تعیین تکلیف وضعیت ثبتی اراضی و ساختمانهای فاقد سند رسمی مستقر در واحد ثبتی حوزه ثبت ملک تصرفات مالکانه بلامعارض متقاضی آقای فرزند به شماره شناسنامه صادره در یک باب خانه به مساحت مترمربع پلاک فرعی از اصلی واقع در بخش خریداری از مالکیت رسمی محرز گردیده است لذا به منظور اطلاع عموم مراتب در دو نوبت به فاصله ۱۵ روز آگهی می شود در صورتی که اشخاص نسبت به صدور سند مالکیت متقاضی اعتراضی داشته باشند می توانند از تاریخ انتشار اولین آگهی به مدت دو ماه اعتراض خود را به این اداره تسلیم و پس از اخذ رسید ظرف مدت یک ماه از تاریخ تسلیم اعتراض دادخواست خود را به مرجع قضایی تقدیم نمایند بدیهی است در صورت انقضای مدت مذکور و عدم وصول اعتراض طبق مقررات سند مالکیت صادر خواهد شد. <box>390 82 575 136</box>
notice-signature: جلیل علیزاده کاریزانلو - رئیس ثبت اسناد و املاک فیروزه <box>445 432 574 438</box>
featured-notice <box>8 1142 592 1576</box>
notice-dates: تاریخ انتشار نوبت اول: ۱۴۰۵/۰۶/۲۲ تاریخ انتشار نوبت دوم: ۱۴۰۵/۰۷/۰۶ <box>629 803 766 809</box>
divider <box>774 724 958 725</box>
notice-title: آگهی موضوع ماده ۳ قانون و ماده ۱۳ آیین نامه قانون تعیین تکلیف وضعیت ثبتی اراضی و ساختمانهای فاقد سند رسمی <box>214 352 382 366</box>
notice-dates: تاریخ انتشار نوبت اول: ۱۴۰۵/۰۶/۲۲ تاریخ انتشار نوبت دوم: ۱۴۰۵/۰۷/۰۶ <box>245 897 382 903</box>
notice-signature: احمد طاهری - سرپرست اداره ثبت اسناد و املاک <box>464 715 574 721</box>
notice-dates: تاریخ انتشار نوبت اول: ۱۴۰۵/۰۶/۲۲ تاریخ انتشار نوبت دوم: ۱۴۰۵/۰۷/۰۶ <box>53 237 190 243</box>
divider <box>390 253 574 254</box>
notice-ref: م الف ۱۲۳۴ <box>739 231 766 237</box>
notice-title: آگهی موضوع ماده ۳ قانون و ماده ۱۳ آیین نامه قانون تعیین تکلیف وضعیت ثبتی اراضی و ساختمانهای فاقد سند رسمی <box>790 258 958 271</box>
notice-signature: جلیل علیزاده کاریزانلو - رئیس ثبت اسناد و املاک فیروزه <box>253 337 382 343</box>
notice-ref: م الف ۱۲۳۴ <box>355 891 382 897</box>
notice-ref: م الف ۱۲۳۴ <box>739 608 766 614</box>
notice-dates: تاریخ انتشار نوبت اول: ۱۴۰۵/۰۶/۲۲ تاریخ انتشار نوبت دوم: ۱۴۰۵/۰۷/۰۶ <box>437 614 574 620</box>
notice-dates: تاریخ انتشار نوبت اول: ۱۴۰۵/۰۶/۲۲ تاریخ انتشار نوبت دوم: ۱۴۰۵/۰۷/۰۶ <box>629 897 766 903</box>
notice-ref: م الف ۱۲۳۴ <box>355 419 382 425</box>
notice-ref: م الف ۱۲۳۴ <box>163 891 190 897</box>
notice-column <box>6 70 190 1132</box>
issue-dates <box>54 30 214 60</box>
notice-signature: صفرعباسی - مدیر کل ثبت اسناد و املاک <box>865 715 958 721</box>
notice-dates: تاریخ انتشار نوبت اول: ۱۴۰۵/۰۶/۲۲ تاریخ انتشار نوبت دوم: ۱۴۰۵/۰۷/۰۶ <box>53 709 190 714</box>
divider <box>390 158 574 159</box>
divider <box>774 347 958 348</box>
divider <box>198 630 382 631</box>
issue-label: شماره ۱۱۲۶۷ <box>914 61 960 70</box>
divider <box>6 536 190 537</box>
notice-dates: تاریخ انتشار نوبت اول: ۱۴۰۵/۰۶/۲۲ تاریخ انتشار نوبت دوم: ۱۴۰۵/۰۷/۰۶ <box>53 426 190 432</box>
notice-ref: م الف ۱۲۳۴ <box>931 137 958 143</box>
notice-ref: م الف ۱۲۳۴ <box>739 702 766 708</box>
notice-dates: تاریخ انتشار نوبت اول: ۱۴۰۵/۰۶/۲۲ تاریخ انتشار نوبت دوم: ۱۴۰۵/۰۷/۰۶ <box>437 803 574 809</box>
notice-body: برابر رای شماره ۱۴۰۵۶۰۳۱۸۰۰۰۰۱۲۳۴ هیات اول موضوع قانون تعیین تکلیف وضعیت ثبتی اراضی و ساختمانهای فاقد سند رسمی مستقر در واحد ثبتی حوزه ثبت ملک تصرفات مالکانه بلامعارض متقاضی آقای فرزند به شماره شناسنامه صادره در یک باب خانه به مساحت مترمربع پلاک فرعی از اصلی واقع در بخش خریداری از مالکیت رسمی محرز گردیده است لذا به منظور اطلاع عموم مراتب در دو نوبت به فاصله ۱۵ روز آگهی می شود در صورتی که اشخاص نسبت به صدور سند مالکیت متقاضی اعتراضی داشته باشند می توانند از تاریخ انتشار اولین آگهی به مدت دو ماه اعتراض خود را به این اداره تسلیم و پس از اخذ رسید ظرف مدت یک ماه از تاریخ تسلیم اعتراض دادخواست خود را به مرجع قضایی تقدیم نمایند بدیهی است در صورت انقضای مدت مذکور و عدم وصول اعتراض طبق مقررات سند مالکیت صادر خواهد شد. <box>198 742 383 797</box>
notice-body: برابر رای شماره ۱۴۰۵۶۰۳۱۸۰۰۰۰۱۲۳۴ هیات اول موضوع قانون تعیین تکلیف وضعیت ثبتی اراضی و ساختمانهای فاقد سند رسمی مستقر در واحد ثبتی حوزه ثبت ملک تصرفات مالکانه بلامعارض متقاضی آقای فرزند به شماره شناسنامه صادره در یک باب خانه به مساحت مترمربع پلاک فرعی از اصلی واقع در بخش خریداری از مالکیت رسمی محرز گردیده است لذا به منظور اطلاع عموم مراتب در دو نوبت به فاصله ۱۵ روز آگهی می شود در صورتی که اشخاص نسبت به صدور سند مالکیت متقاضی اعتراضی داشته باشند می توانند از تاریخ انتشار اولین آگهی به مدت دو ماه اعتراض خود را به این اداره تسلیم و پس از اخذ رسید ظرف مدت یک ماه از تاریخ تسلیم اعتراض دادخواست خود را به مرجع قضایی تقدیم نمایند بدیهی است در صورت انقضای مدت مذکور و عدم وصول اعتراض طبق مقررات سند مالکیت صادر خواهد شد. <box>390 648 575 702</box>
notice-signature: صفرعباسی - مدیر کل ثبت اسناد و املاک <box>289 903 382 909</box>
divider <box>390 819 574 820</box>
legal-notice <box>774 730 958 819</box>
notice-title: آگهی موضوع ماده ۳ قانون و ماده ۱۳ آیین نامه قانون تعیین تکلیف وضعیت ثبتی اراضی و ساختمانهای فاقد سند رسمی <box>214 635 382 648</box>
legal-notice <box>582 542 766 631</box>
notice-body: برابر رای شماره ۱۴۰۵۶۰۳۱۸۰۰۰۰۱۲۳۴ هیات اول موضوع قانون تعیین تکلیف وضعیت ثبتی اراضی و ساختمانهای فاقد سند رسمی مستقر در واحد ثبتی حوزه ثبت ملک تصرفات مالکانه بلامعارض متقاضی آقای فرزند به شماره شناسنامه صادره در یک باب خانه به مساحت مترمربع پلاک فرعی از اصلی واقع در بخش خریداری از مالکیت رسمی محرز گردیده است لذا به منظور اطلاع عموم مراتب در دو نوبت به فاصله ۱۵ روز آگهی می شود در صورتی که اشخاص نسبت به صدور سند مالکیت متقاضی اعتراضی داشته باشند می توانند از تاریخ انتشار اولین آگهی به مدت دو ماه اعتراض خود را به این اداره تسلیم و پس از اخذ رسید ظرف مدت یک ماه از تاریخ تسلیم اعتراض دادخواست خود را به مرجع قضایی تقدیم نمایند بدیهی است در صورت انقضای مدت مذکور و عدم وصول اعتراض طبق مقررات سند مالکیت صادر خواهد شد. <box>6 459 191 514</box>
notice-body: برابر رای شماره ۱۴۰۵۶۰۳۱۸۰۰۰۰۱۲۳۴ هیات اول موضوع قانون تعیین تکلیف وضعیت ثبتی اراضی و ساختمانهای فاقد سند رسمی مستقر در واحد ثبتی حوزه ثبت ملک تصرفات مالکانه بلامعارض متقاضی آقای فرزند به شماره شناسنامه صادره در یک باب خانه به مساحت مترمربع پلاک فرعی از اصلی واقع در بخش خریداری از مالکیت رسمی محرز گردیده است لذا به منظور اطلاع عموم مراتب در دو نوبت به فاصله ۱۵ روز آگهی می شود در صورتی که اشخاص نسبت به صدور سند مالکیت متقاضی اعتراضی داشته باشند می توانند از تاریخ انتشار اولین آگهی به مدت دو ماه اعتراض خود را به این اداره تسلیم و پس از اخذ رسید ظرف مدت یک ماه از تاریخ تسلیم اعتراض دادخواست خود را به مرجع قضایی تقدیم نمایند بدیهی است در صورت انقضای مدت مذکور و عدم وصول اعتراض طبق مقررات سند مالکیت صادر خواهد شد. <box>198 648 383 702</box>
daily-label: روزنامه <box>930 37 960 46</box>
notice-signature: معاون مدیرکل و سرپرست ثبت اسناد و املاک تنکابن <box>264 243 382 249</box>
column-divider <box>769 70 770 1430</box>
notice-body: برابر رای شماره ۱۴۰۵۶۰۳۱۸۰۰۰۰۱۲۳۴ هیات اول موضوع قانون تعیین تکلیف وضعیت ثبتی اراضی و ساختمانهای فاقد سند رسمی مستقر در واحد ثبتی حوزه ثبت ملک تصرفات مالکانه بلامعارض متقاضی آقای فرزند به شماره شناسنامه صادره در یک باب خانه به مساحت مترمربع پلاک فرعی از اصلی واقع در بخش خریداری از مالکیت رسمی محرز گردیده است لذا به منظور اطلاع عموم مراتب در دو نوبت به فاصله ۱۵ روز آگهی می شود در صورتی که اشخاص نسبت به صدور سند مالکیت متقاضی اعتراضی داشته باشند می توانند از تاریخ انتشار اولین آگهی به مدت دو ماه اعتراض خود را به این اداره تسلیم و پس از اخذ رسید ظرف مدت یک ماه از تاریخ تسلیم اعتراض دادخواست خود را به مرجع قضایی تقدیم نمایند بدیهی است در صورت انقضای مدت مذکور و عدم وصول اعتراض طبق مقررات سند مالکیت صادر خواهد شد. <box>198 176 383 231</box>
notice-title: آگهی موضوع ماده ۳ قانون و ماده ۱۳ آیین نامه قانون تعیین تکلیف وضعیت ثبتی اراضی و ساختمانهای فاقد سند رسمی <box>598 258 766 271</box>
notice-body: برابر رای شماره ۱۴۰۵۶۰۳۱۸۰۰۰۰۱۲۳۴ هیات اول موضوع قانون تعیین تکلیف وضعیت ثبتی اراضی و ساختمانهای فاقد سند رسمی مستقر در واحد ثبتی حوزه ثبت ملک تصرفات مالکانه بلامعارض متقاضی آقای فرزند به شماره شناسنامه صادره در یک باب خانه به مساحت مترمربع پلاک فرعی از اصلی واقع در بخش خریداری از مالکیت رسمی محرز گردیده است لذا به منظور اطلاع عموم مراتب در دو نوبت به فاصله ۱۵ روز آگهی می شود در صورتی که اشخاص نسبت به صدور سند مالکیت متقاضی اعتراضی داشته باشند می توانند از تاریخ انتشار اولین آگهی به مدت دو ماه اعتراض خود را به این اداره تسلیم و پس از اخذ رسید ظرف مدت یک ماه از تاریخ تسلیم اعتراض دادخواست خود را به مرجع قضایی تقدیم نمایند بدیهی است در صورت انقضای مدت مذکور و عدم وصول اعتراض طبق مقررات سند مالکیت صادر خواهد شد. <box>6 365 191 419</box>
notice-dates: تاریخ انتشار نوبت اول: ۱۴۰۵/۰۶/۲۲ تاریخ انتشار نوبت دوم: ۱۴۰۵/۰۷/۰۶ <box>437 897 574 903</box>
divider <box>582 347 766 348</box>
legal-notice <box>582 70 766 159</box>
legal-notice <box>582 636 766 725</box>
notice-body: برابر رای شماره ۱۴۰۵۶۰۳۱۸۰۰۰۰۱۲۳۴ هیات اول موضوع قانون تعیین تکلیف وضعیت ثبتی اراضی و ساختمانهای فاقد سند رسمی مستقر در واحد ثبتی حوزه ثبت ملک تصرفات مالکانه بلامعارض متقاضی آقای فرزند به شماره شناسنامه صادره در یک باب خانه به مساحت مترمربع پلاک فرعی از اصلی واقع در بخش خریداری از مالکیت رسمی محرز گردیده است لذا به منظور اطلاع عموم مراتب در دو نوبت به فاصله ۱۵ روز آگهی می شود در صورتی که اشخاص نسبت به صدور سند مالکیت متقاضی اعتراضی داشته باشند می توانند از تاریخ انتشار اولین آگهی به مدت دو ماه اعتراض خود را به این اداره تسلیم و پس از اخذ رسید ظرف مدت یک ماه از تاریخ تسلیم اعتراض دادخواست خود را به مرجع قضایی تقدیم نمایند بدیهی است در صورت انقضای مدت مذکور و عدم وصول اعتراض طبق مقررات سند مالکیت صادر خواهد شد. <box>6 836 191 891</box>
legal-notice <box>198 636 382 725</box>
divider <box>6 819 190 820</box>
notice-body: برابر رای شماره ۱۴۰۵۶۰۳۱۸۰۰۰۰۱۲۳۴ هیات اول موضوع قانون تعیین تکلیف وضعیت ثبتی اراضی و ساختمانهای فاقد سند رسمی مستقر در واحد ثبتی حوزه ثبت ملک تصرفات مالکانه بلامعارض متقاضی آقای فرزند به شماره شناسنامه صادره در یک باب خانه به مساحت مترمربع پلاک فرعی از اصلی واقع در بخش خریداری از مالکیت رسمی محرز گردیده است لذا به منظور اطلاع عموم مراتب در دو نوبت به فاصله ۱۵ روز آگهی می شود در صورتی که اشخاص نسبت به صدور سند مالکیت متقاضی اعتراضی داشته باشند می توانند از تاریخ انتشار اولین آگهی به مدت دو ماه اعتراض خود را به این اداره تسلیم و پس از اخذ رسید ظرف مدت یک ماه از تاریخ تسلیم اعتراض دادخواست خود را به مرجع قضایی تقدیم نمایند بدیهی است در صورت انقضای مدت مذکور و عدم وصول اعتراض طبق مقررات سند مالکیت صادر خواهد شد. <box>198 365 383 419</box>
notice-signature: جلیل علیزاده کاریزانلو - رئیس ثبت اسناد و املاک فیروزه <box>61 715 190 721</box>
divider <box>582 630 766 631</box>
legal-notice <box>582 447 766 536</box>
signer-name: محسن حضرتی <box>19 1546 104 1560</box>
notice-body: برابر رای شماره ۱۴۰۵۶۰۳۱۸۰۰۰۰۱۲۳۴ هیات اول موضوع قانون تعیین تکلیف وضعیت ثبتی اراضی و ساختمانهای فاقد سند رسمی مستقر در واحد ثبتی حوزه ثبت ملک تصرفات مالکانه بلامعارض متقاضی آقای فرزند به شماره شناسنامه صادره در یک باب خانه به مساحت مترمربع پلاک فرعی از اصلی واقع در بخش خریداری از مالکیت رسمی محرز گردیده است لذا به منظور اطلاع عموم مراتب در دو نوبت به فاصله ۱۵ روز آگهی می شود در صورتی که اشخاص نسبت به صدور سند مالکیت متقاضی اعتراضی داشته باشند می توانند از تاریخ انتشار اولین آگهی به مدت دو ماه اعتراض خود را به این اداره تسلیم و پس از اخذ رسید ظرف مدت یک ماه از تاریخ تسلیم اعتراض دادخواست خود را به مرجع قضایی تقدیم نمایند بدیهی است در صورت انقضای مدت مذکور و عدم وصول اعتراض طبق مقررات سند مالکیت صادر خواهد شد. <box>198 82 383 136</box>
notice-dates: تاریخ انتشار نوبت اول: ۱۴۰۵/۰۶/۲۲ تاریخ انتشار نوبت دوم: ۱۴۰۵/۰۷/۰۶ <box>245 426 382 432</box>
divider <box>6 158 190 159</box>
notice-signature: صفرعباسی - مدیر کل ثبت اسناد و املاک <box>97 337 190 343</box>
notice-signature: مهدی ناصری - رئیس ثبت اسناد و املاک شهرکرد <box>464 620 574 626</box>
divider <box>390 913 574 914</box>
notice-ref: م الف ۱۲۳۴ <box>163 137 190 143</box>
notice-title: آگهی موضوع ماده ۳ قانون و ماده ۱۳ آیین نامه قانون تعیین تکلیف وضعیت ثبتی اراضی و ساختمانهای فاقد سند رسمی <box>790 447 958 460</box>
notice-signature: مهدی ناصری - رئیس ثبت اسناد و املاک شهرکرد <box>80 432 190 438</box>
notice-title: آگهی موضوع ماده ۳ قانون و ماده ۱۳ آیین نامه قانون تعیین تکلیف وضعیت ثبتی اراضی و ساختمانهای فاقد سند رسمی <box>598 730 766 743</box>
notice-ref: م الف ۱۲۳۴ <box>355 797 382 803</box>
legal-notice <box>582 825 766 914</box>
notice-dates: تاریخ انتشار نوبت اول: ۱۴۰۵/۰۶/۲۲ تاریخ انتشار نوبت دوم: ۱۴۰۵/۰۷/۰۶ <box>821 426 958 432</box>
notice-signature: معاون مدیرکل و سرپرست ثبت اسناد و املاک تنکابن <box>264 715 382 721</box>
notice-ref: م الف ۱۲۳۴ <box>355 702 382 708</box>
notice-title: آگهی موضوع ماده ۳ قانون و ماده ۱۳ آیین نامه قانون تعیین تکلیف وضعیت ثبتی اراضی و ساختمانهای فاقد سند رسمی <box>406 258 574 271</box>
notice-signature: صفرعباسی - مدیر کل ثبت اسناد و املاک <box>865 243 958 249</box>
notice-title: آگهی موضوع ماده ۳ قانون و ماده ۱۳ آیین نامه قانون تعیین تکلیف وضعیت ثبتی اراضی و ساختمانهای فاقد سند رسمی <box>406 730 574 743</box>
notice-body: برابر رای شماره ۱۴۰۵۶۰۳۱۸۰۰۰۰۱۲۳۴ هیات اول موضوع قانون تعیین تکلیف وضعیت ثبتی اراضی و ساختمانهای فاقد سند رسمی مستقر در واحد ثبتی حوزه ثبت ملک تصرفات مالکانه بلامعارض متقاضی آقای فرزند به شماره شناسنامه صادره در یک باب خانه به مساحت مترمربع پلاک فرعی از اصلی واقع در بخش خریداری از مالکیت رسمی محرز گردیده است لذا به منظور اطلاع عموم مراتب در دو نوبت به فاصله ۱۵ روز آگهی می شود در صورتی که اشخاص نسبت به صدور سند مالکیت متقاضی اعتراضی داشته باشند می توانند از تاریخ انتشار اولین آگهی به مدت دو ماه اعتراض خود را به این اداره تسلیم و پس از اخذ رسید ظرف مدت یک ماه از تاریخ تسلیم اعتراض دادخواست خود را به مرجع قضایی تقدیم نمایند بدیهی است در صورت انقضای مدت مذکور و عدم وصول اعتراض طبق مقررات سند مالکیت صادر خواهد شد. <box>6 553 191 608</box>
signer-title: رئیس ثبت اسناد و املاک <box>19 1562 157 1576</box>
notice-ref: م الف ۱۲۳۴ <box>931 231 958 237</box>
notice-body: برابر رای شماره ۱۴۰۵۶۰۳۱۸۰۰۰۰۱۲۳۴ هیات اول موضوع قانون تعیین تکلیف وضعیت ثبتی اراضی و ساختمانهای فاقد سند رسمی مستقر در واحد ثبتی حوزه ثبت ملک تصرفات مالکانه بلامعارض متقاضی آقای فرزند به شماره شناسنامه صادره در یک باب خانه به مساحت مترمربع پلاک فرعی از اصلی واقع در بخش خریداری از مالکیت رسمی محرز گردیده است لذا به منظور اطلاع عموم مراتب در دو نوبت به فاصله ۱۵ روز آگهی می شود در صورتی که اشخاص نسبت به صدور سند مالکیت متقاضی اعتراضی داشته باشند می توانند از تاریخ انتشار اولین آگهی به مدت دو ماه اعتراض خود را به این اداره تسلیم و پس از اخذ رسید ظرف مدت یک ماه از تاریخ تسلیم اعتراض دادخواست خود را به مرجع قضایی تقدیم نمایند بدیهی است در صورت انقضای مدت مذکور و عدم وصول اعتراض طبق مقررات سند مالکیت صادر خواهد شد. <box>6 176 191 231</box>
notice-title: آگهی موضوع ماده ۳ قانون و ماده ۱۳ آیین نامه قانون تعیین تکلیف وضعیت ثبتی اراضی و ساختمانهای فاقد سند رسمی <box>22 635 190 648</box>
notice-title: آگهی موضوع ماده ۳ قانون و ماده ۱۳ آیین نامه قانون تعیین تکلیف وضعیت ثبتی اراضی و ساختمانهای فاقد سند رسمی <box>22 541 190 554</box>
notice-signature: معاون مدیرکل و سرپرست ثبت اسناد و املاک تنکابن <box>840 526 958 532</box>
notice-signature: صفرعباسی - مدیر کل ثبت اسناد و املاک <box>673 149 766 155</box>
notice-ref: م الف ۱۲۳۴ <box>547 608 574 614</box>
notice-title: آگهی موضوع ماده ۳ قانون و ماده ۱۳ آیین نامه قانون تعیین تکلیف وضعیت ثبتی اراضی و ساختمانهای فاقد سند رسمی <box>406 824 574 837</box>
notice-title: آگهی موضوع ماده ۳ قانون و ماده ۱۳ آیین نامه قانون تعیین تکلیف وضعیت ثبتی اراضی و ساختمانهای فاقد سند رسمی <box>406 352 574 366</box>
notice-column <box>582 70 766 1430</box>
divider <box>582 441 766 442</box>
notice-body: برابر رای شماره ۱۴۰۵۶۰۳۱۸۰۰۰۰۱۲۳۴ هیات اول موضوع قانون تعیین تکلیف وضعیت ثبتی اراضی و ساختمانهای فاقد سند رسمی مستقر در واحد ثبتی حوزه ثبت ملک تصرفات مالکانه بلامعارض متقاضی آقای فرزند به شماره شناسنامه صادره در یک باب خانه به مساحت مترمربع پلاک فرعی از اصلی واقع در بخش خریداری از مالکیت رسمی محرز گردیده است لذا به منظور اطلاع عموم مراتب در دو نوبت به فاصله ۱۵ روز آگهی می شود در صورتی که اشخاص نسبت به صدور سند مالکیت متقاضی اعتراضی داشته باشند می توانند از تاریخ انتشار اولین آگهی به مدت دو ماه اعتراض خود را به این اداره تسلیم و پس از اخذ رسید ظرف مدت یک ماه از تاریخ تسلیم اعتراض دادخواست خود را به مرجع قضایی تقدیم نمایند بدیهی است در صورت انقضای مدت مذکور و عدم وصول اعتراض طبق مقررات سند مالکیت صادر خواهد شد. <box>582 176 767 231</box>
legal-notice <box>774 825 958 914</box>
divider <box>390 441 574 442</box>
notice-dates: تاریخ انتشار نوبت اول: ۱۴۰۵/۰۶/۲۲ تاریخ انتشار نوبت دوم: ۱۴۰۵/۰۷/۰۶ <box>245 709 382 714</box>
notice-ref: م الف ۱۲۳۴ <box>163 419 190 425</box>
legal-notice <box>198 164 382 253</box>
notice-signature: احمد طاهری - سرپرست اداره ثبت اسناد و املاک <box>80 526 190 532</box>
notice-ref: م الف ۱۲۳۴ <box>355 514 382 520</box>
legal-notice <box>6 730 190 819</box>
notice-signature: معاون مدیرکل و سرپرست ثبت اسناد و املاک تنکابن <box>648 903 766 909</box>
legal-notice <box>774 70 958 159</box>
notice-signature: معاون مدیرکل و سرپرست ثبت اسناد و املاک تنکابن <box>456 337 574 343</box>
notice-dates: تاریخ انتشار نوبت اول: ۱۴۰۵/۰۶/۲۲ تاریخ انتشار نوبت دوم: ۱۴۰۵/۰۷/۰۶ <box>53 803 190 809</box>
notice-title: آگهی موضوع ماده ۳ قانون و ماده ۱۳ آیین نامه قانون تعیین تکلیف وضعیت ثبتی اراضی و ساختمانهای فاقد سند رسمی <box>598 541 766 554</box>
date-line-other: اول ربیع الثانی ۱۴۴۸/۱۳ سپتامبر ۲۰۲۶ <box>79 47 214 57</box>
notice-title: آگهی موضوع ماده ۳ قانون و ماده ۱۳ آیین نامه قانون تعیین تکلیف وضعیت ثبتی اراضی و ساختمانهای فاقد سند رسمی <box>790 352 958 366</box>
notice-signature: معاون مدیرکل و سرپرست ثبت اسناد و املاک تنکابن <box>456 809 574 815</box>
notice-title: آگهی موضوع ماده ۳ قانون و ماده ۱۳ آیین نامه قانون تعیین تکلیف وضعیت ثبتی اراضی و ساختمانهای فاقد سند رسمی <box>790 164 958 177</box>
notice-ref: م الف ۱۲۳۴ <box>163 608 190 614</box>
legal-notice <box>582 164 766 253</box>
notice-title: آگهی موضوع ماده ۳ قانون و ماده ۱۳ آیین نامه قانون تعیین تکلیف وضعیت ثبتی اراضی و ساختمانهای فاقد سند رسمی <box>406 541 574 554</box>
notice-ref: م الف ۱۲۳۴ <box>163 702 190 708</box>
notice-body: برابر رای شماره ۱۴۰۵۶۰۳۱۸۰۰۰۰۱۲۳۴ هیات اول موضوع قانون تعیین تکلیف وضعیت ثبتی اراضی و ساختمانهای فاقد سند رسمی مستقر در واحد ثبتی حوزه ثبت ملک تصرفات مالکانه بلامعارض متقاضی آقای فرزند به شماره شناسنامه صادره در یک باب خانه به مساحت مترمربع پلاک فرعی از اصلی واقع در بخش خریداری از مالکیت رسمی محرز گردیده است لذا به منظور اطلاع عموم مراتب در دو نوبت به فاصله ۱۵ روز آگهی می شود در صورتی که اشخاص نسبت به صدور سند مالکیت متقاضی اعتراضی داشته باشند می توانند از تاریخ انتشار اولین آگهی به مدت دو ماه اعتراض خود را به این اداره تسلیم و پس از اخذ رسید ظرف مدت یک ماه از تاریخ تسلیم اعتراض دادخواست خود را به مرجع قضایی تقدیم نمایند بدیهی است در صورت انقضای مدت مذکور و عدم وصول اعتراض طبق مقررات سند مالکیت صادر خواهد شد. <box>582 742 767 797</box>
divider <box>390 536 574 537</box>
legal-notice <box>774 164 958 253</box>
legal-notice <box>390 542 574 631</box>
legal-notice <box>774 542 958 631</box>
notice-dates: تاریخ انتشار نوبت اول: ۱۴۰۵/۰۶/۲۲ تاریخ انتشار نوبت دوم: ۱۴۰۵/۰۷/۰۶ <box>821 614 958 620</box>
notice-title: آگهی موضوع ماده ۳ قانون و ماده ۱۳ آیین نامه قانون تعیین تکلیف وضعیت ثبتی اراضی و ساختمانهای فاقد سند رسمی <box>790 635 958 648</box>
notice-dates: تاریخ انتشار نوبت اول: ۱۴۰۵/۰۶/۲۲ تاریخ انتشار نوبت دوم: ۱۴۰۵/۰۷/۰۶ <box>245 143 382 149</box>
notice-signature: مهدی ناصری - رئیس ثبت اسناد و املاک شهرکرد <box>848 809 958 815</box>
notice-signature: احمد طاهری - سرپرست اداره ثبت اسناد و املاک <box>656 337 766 343</box>
divider <box>390 630 574 631</box>
notice-signature: مهدی ناصری - رئیس ثبت اسناد و املاک شهرکرد <box>848 337 958 343</box>
notice-body: برابر رای شماره ۱۴۰۵۶۰۳۱۸۰۰۰۰۱۲۳۴ هیات اول موضوع قانون تعیین تکلیف وضعیت ثبتی اراضی و ساختمانهای فاقد سند رسمی مستقر در واحد ثبتی حوزه ثبت ملک تصرفات مالکانه بلامعارض متقاضی آقای فرزند به شماره شناسنامه صادره در یک باب خانه به مساحت مترمربع پلاک فرعی از اصلی واقع در بخش خریداری از مالکیت رسمی محرز گردیده است لذا به منظور اطلاع عموم مراتب در دو نوبت به فاصله ۱۵ روز آگهی می شود در صورتی که اشخاص نسبت به صدور سند مالکیت متقاضی اعتراضی داشته باشند می توانند از تاریخ انتشار اولین آگهی به مدت دو ماه اعتراض خود را به این اداره تسلیم و پس از اخذ رسید ظرف مدت یک ماه از تاریخ تسلیم اعتراض دادخواست خود را به مرجع قضایی تقدیم نمایند بدیهی است در صورت انقضای مدت مذکور و عدم وصول اعتراض طبق مقررات سند مالکیت صادر خواهد شد. <box>774 742 959 797</box>
legal-notice <box>198 542 382 631</box>
notice-body: برابر رای شماره ۱۴۰۵۶۰۳۱۸۰۰۰۰۱۲۳۴ هیات اول موضوع قانون تعیین تکلیف وضعیت ثبتی اراضی و ساختمانهای فاقد سند رسمی مستقر در واحد ثبتی حوزه ثبت ملک تصرفات مالکانه بلامعارض متقاضی آقای فرزند به شماره شناسنامه صادره در یک باب خانه به مساحت مترمربع پلاک فرعی از اصلی واقع در بخش خریداری از مالکیت رسمی محرز گردیده است لذا به منظور اطلاع عموم مراتب در دو نوبت به فاصله ۱۵ روز آگهی می شود در صورتی که اشخاص نسبت به صدور سند مالکیت متقاضی اعتراضی داشته باشند می توانند از تاریخ انتشار اولین آگهی به مدت دو ماه اعتراض خود را به این اداره تسلیم و پس از اخذ رسید ظرف مدت یک ماه از تاریخ تسلیم اعتراض دادخواست خود را به مرجع قضایی تقدیم نمایند بدیهی است در صورت انقضای مدت مذکور و عدم وصول اعتراض طبق مقررات سند مالکیت صادر خواهد شد. <box>390 836 575 891</box>
notice-dates: تاریخ انتشار نوبت اول: ۱۴۰۵/۰۶/۲۲ تاریخ انتشار نوبت دوم: ۱۴۰۵/۰۷/۰۶ <box>53 331 190 337</box>
divider <box>774 158 958 159</box>
legal-notice <box>6 636 190 725</box>
notice-signature: صفرعباسی - مدیر کل ثبت اسناد و املاک <box>673 620 766 626</box>
legal-notice <box>6 70 190 159</box>
